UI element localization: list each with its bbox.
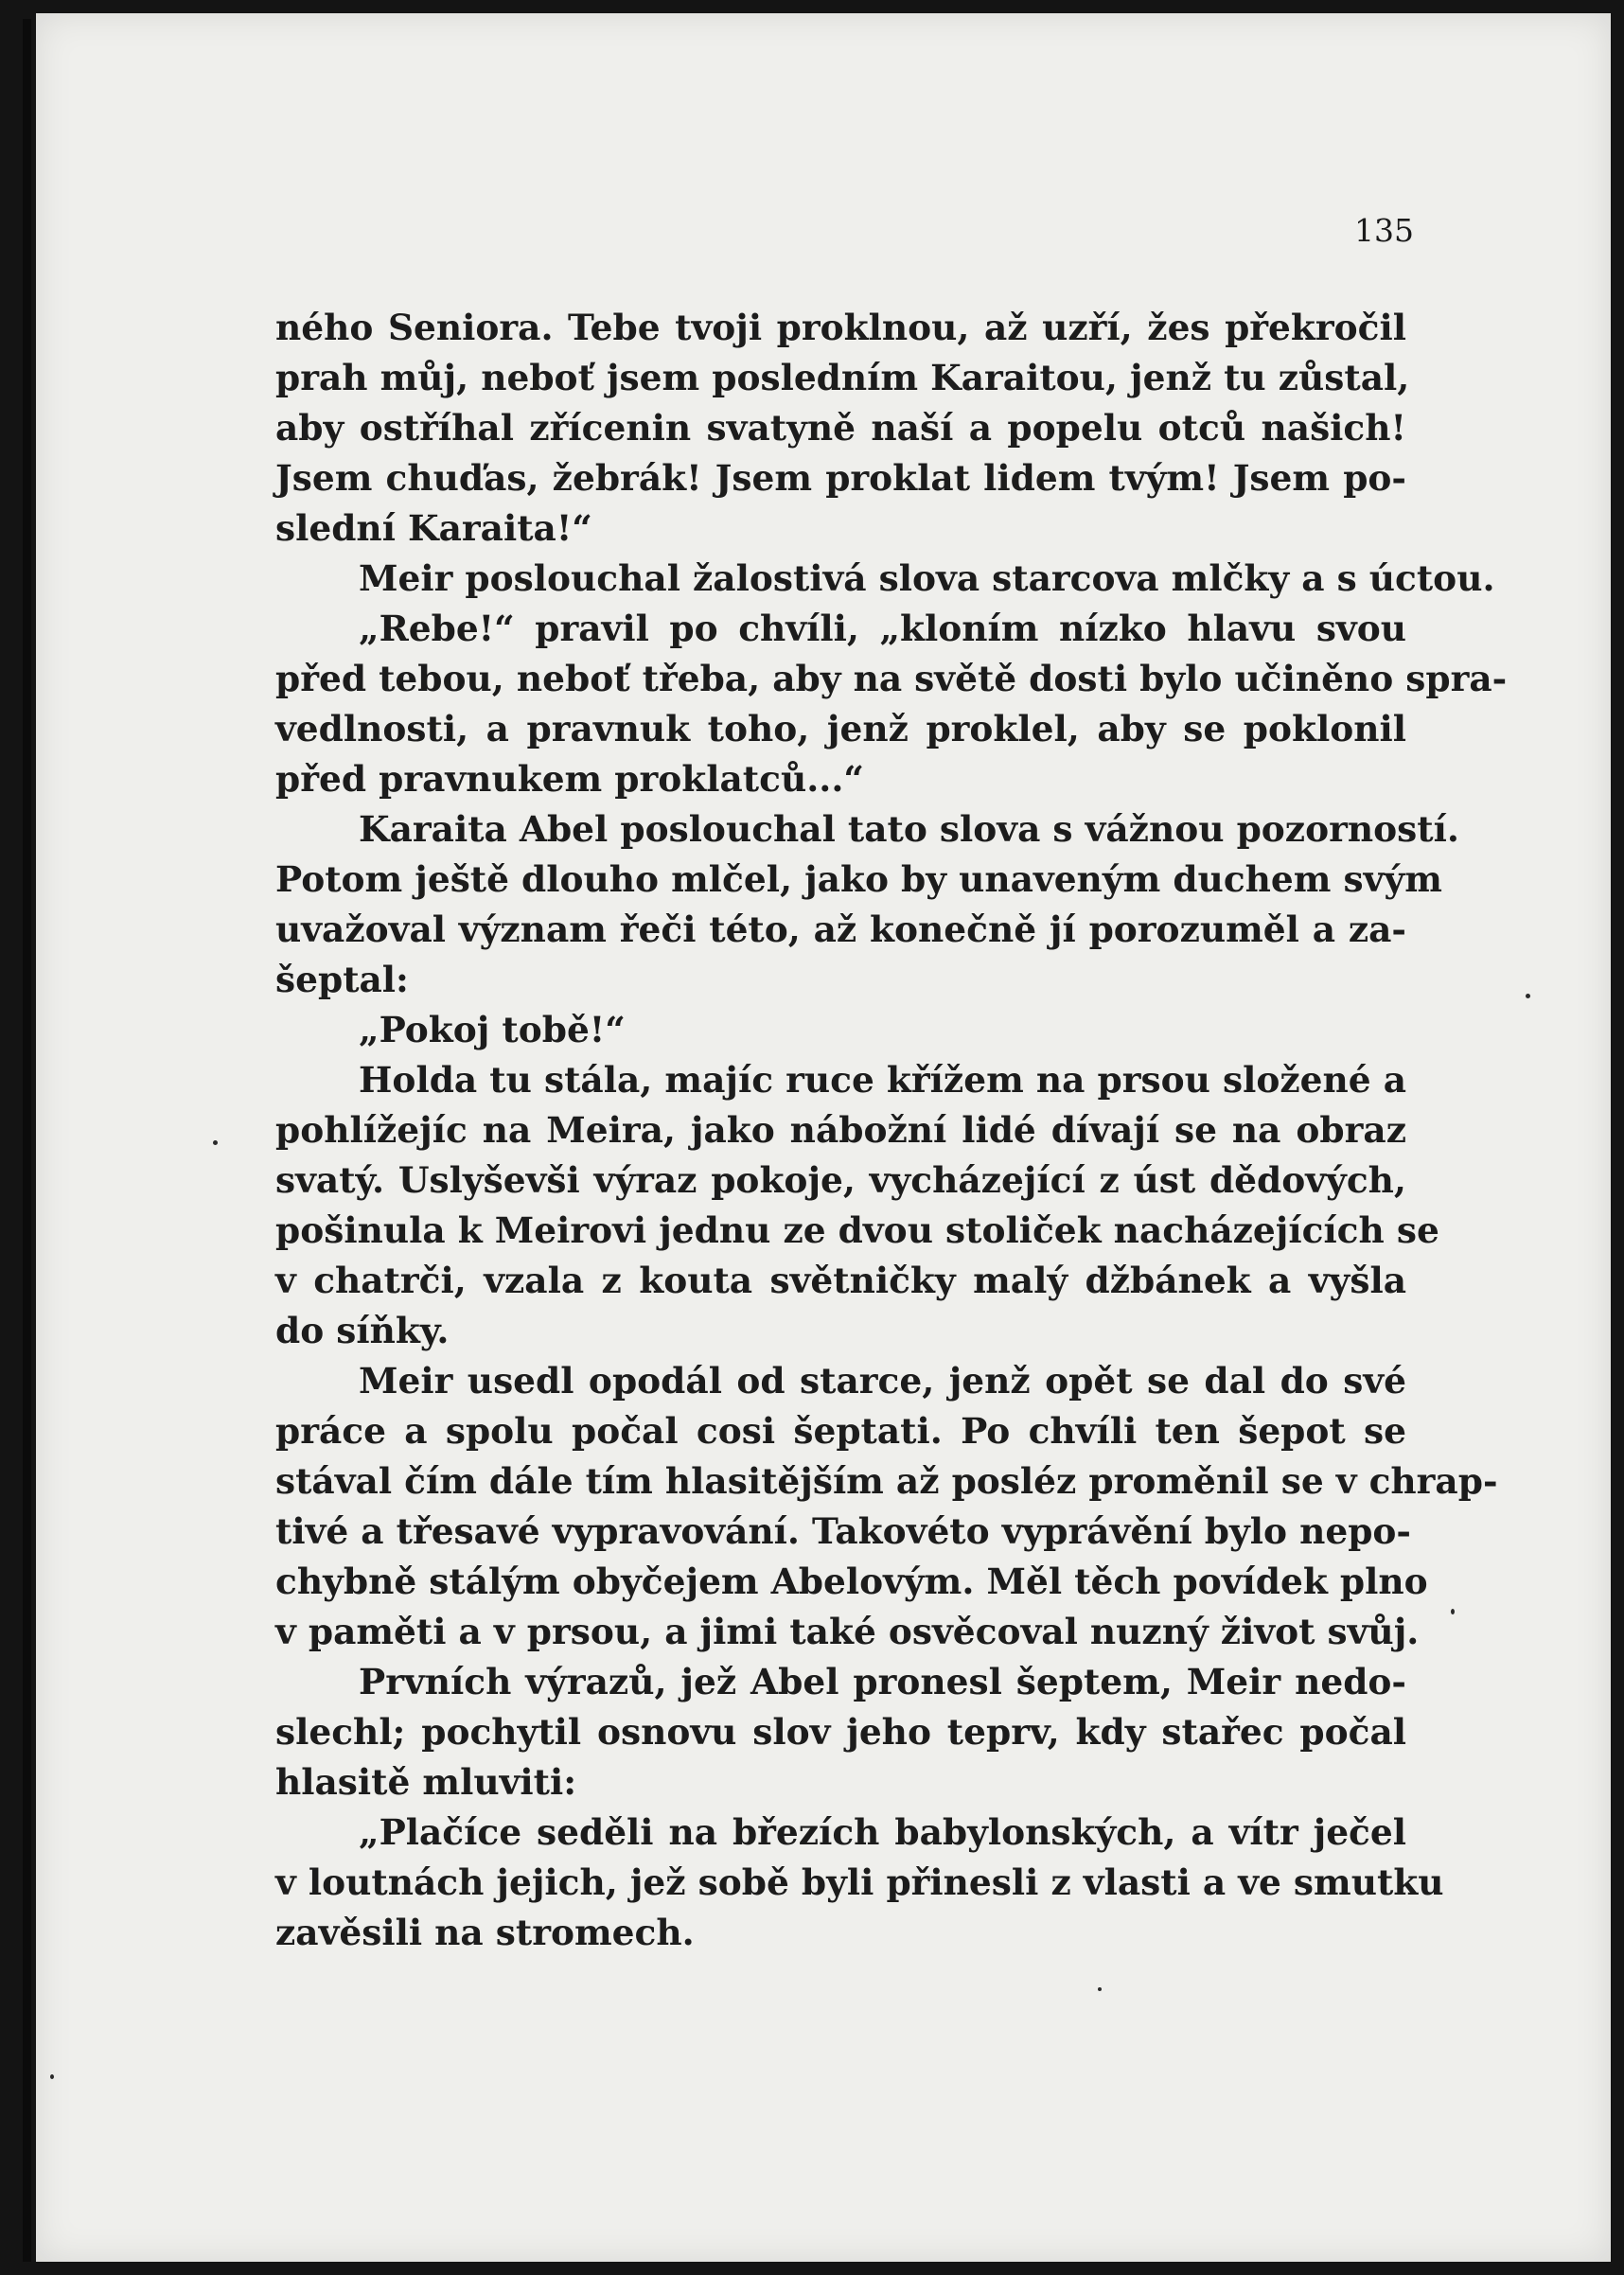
text-line: zavěsili na stromech. (275, 1912, 695, 1953)
text-line: „Plačíce seděli na březích babylonských, a vítr ječel (359, 1811, 1406, 1853)
paper-speck (213, 1140, 218, 1145)
text-line: šeptal: (275, 959, 409, 1000)
text-line: v paměti a v prsou, a jimi také osvěcoval nuzný život svůj. (275, 1611, 1420, 1652)
text-line: svatý. Uslyševši výraz pokoje, vycházející z úst dědových, (275, 1159, 1406, 1201)
text-line: ného Seniora. Tebe tvoji proklnou, až uzří, žes překročil (275, 307, 1406, 348)
text-line: Prvních výrazů, jež Abel pronesl šeptem, Meir nedo- (359, 1661, 1406, 1702)
paper-speck (50, 2074, 54, 2079)
text-line: pohlížejíc na Meira, jako nábožní lidé dívají se na obraz (275, 1109, 1406, 1151)
text-line: prah můj, neboť jsem posledním Karaitou, jenž tu zůstal, (275, 357, 1410, 398)
text-line: slechl; pochytil osnovu slov jeho teprv, kdy stařec počal (275, 1711, 1406, 1753)
text-line: aby ostříhal zřícenin svatyně naší a popelu otců našich! (275, 407, 1406, 449)
text-line: v chatrči, vzala z kouta světničky malý džbánek a vyšla (275, 1260, 1406, 1301)
text-line: Jsem chuďas, žebrák! Jsem proklat lidem tvým! Jsem po- (275, 457, 1406, 499)
paper-speck (1526, 994, 1530, 998)
text-line: před tebou, neboť třeba, aby na světě dosti bylo učiněno spra- (275, 658, 1508, 699)
text-line: před pravnukem proklatců...“ (275, 758, 864, 800)
text-line: práce a spolu počal cosi šeptati. Po chvíli ten šepot se (275, 1410, 1406, 1452)
text-line: do síňky. (275, 1310, 450, 1351)
text-line: vedlnosti, a pravnuk toho, jenž proklel, aby se poklonil (275, 708, 1406, 750)
text-line: tivé a třesavé vypravování. Takovéto vyprávění bylo nepo- (275, 1510, 1411, 1552)
text-line: slední Karaita!“ (275, 507, 592, 549)
body-text (275, 303, 1508, 1958)
text-line: „Rebe!“ pravil po chvíli, „klоním nízko hlavu svou (359, 608, 1406, 649)
text-line: uvažoval význam řeči této, až konečně jí porozuměl a za- (275, 908, 1406, 950)
text-line: hlasitě mluviti: (275, 1761, 577, 1803)
paper-speck (1451, 1609, 1455, 1614)
text-line: Meir usedl opodál od starce, jenž opět se dal do své (359, 1360, 1406, 1402)
text-line: chybně stálým obyčejem Abelovým. Měl těch povídek plno (275, 1561, 1428, 1602)
page-number: 135 (1354, 212, 1414, 249)
text-line: Meir poslouchal žalostivá slova starcova mlčky a s úctou. (359, 557, 1495, 599)
text-line: v loutnách jejich, jež sobě byli přinesli z vlasti a ve smutku (275, 1861, 1444, 1903)
text-line: Karaita Abel poslouchal tato slova s vážnou pozorností. (359, 808, 1459, 850)
text-line: Potom ještě dlouho mlčel, jako by unaveným duchem svým (275, 858, 1442, 900)
paper-speck (1098, 1987, 1102, 1991)
text-line: Holda tu stála, majíc ruce křížem na prsou složené a (359, 1059, 1406, 1101)
text-line: pošinula k Meirovi jednu ze dvou stoliček nacházejících se (275, 1209, 1439, 1251)
text-line: stával čím dále tím hlasitějším až posléz proměnil se v chrap- (275, 1460, 1498, 1502)
spine-edge (23, 19, 31, 2262)
text-line: „Pokoj tobě!“ (359, 1009, 626, 1050)
